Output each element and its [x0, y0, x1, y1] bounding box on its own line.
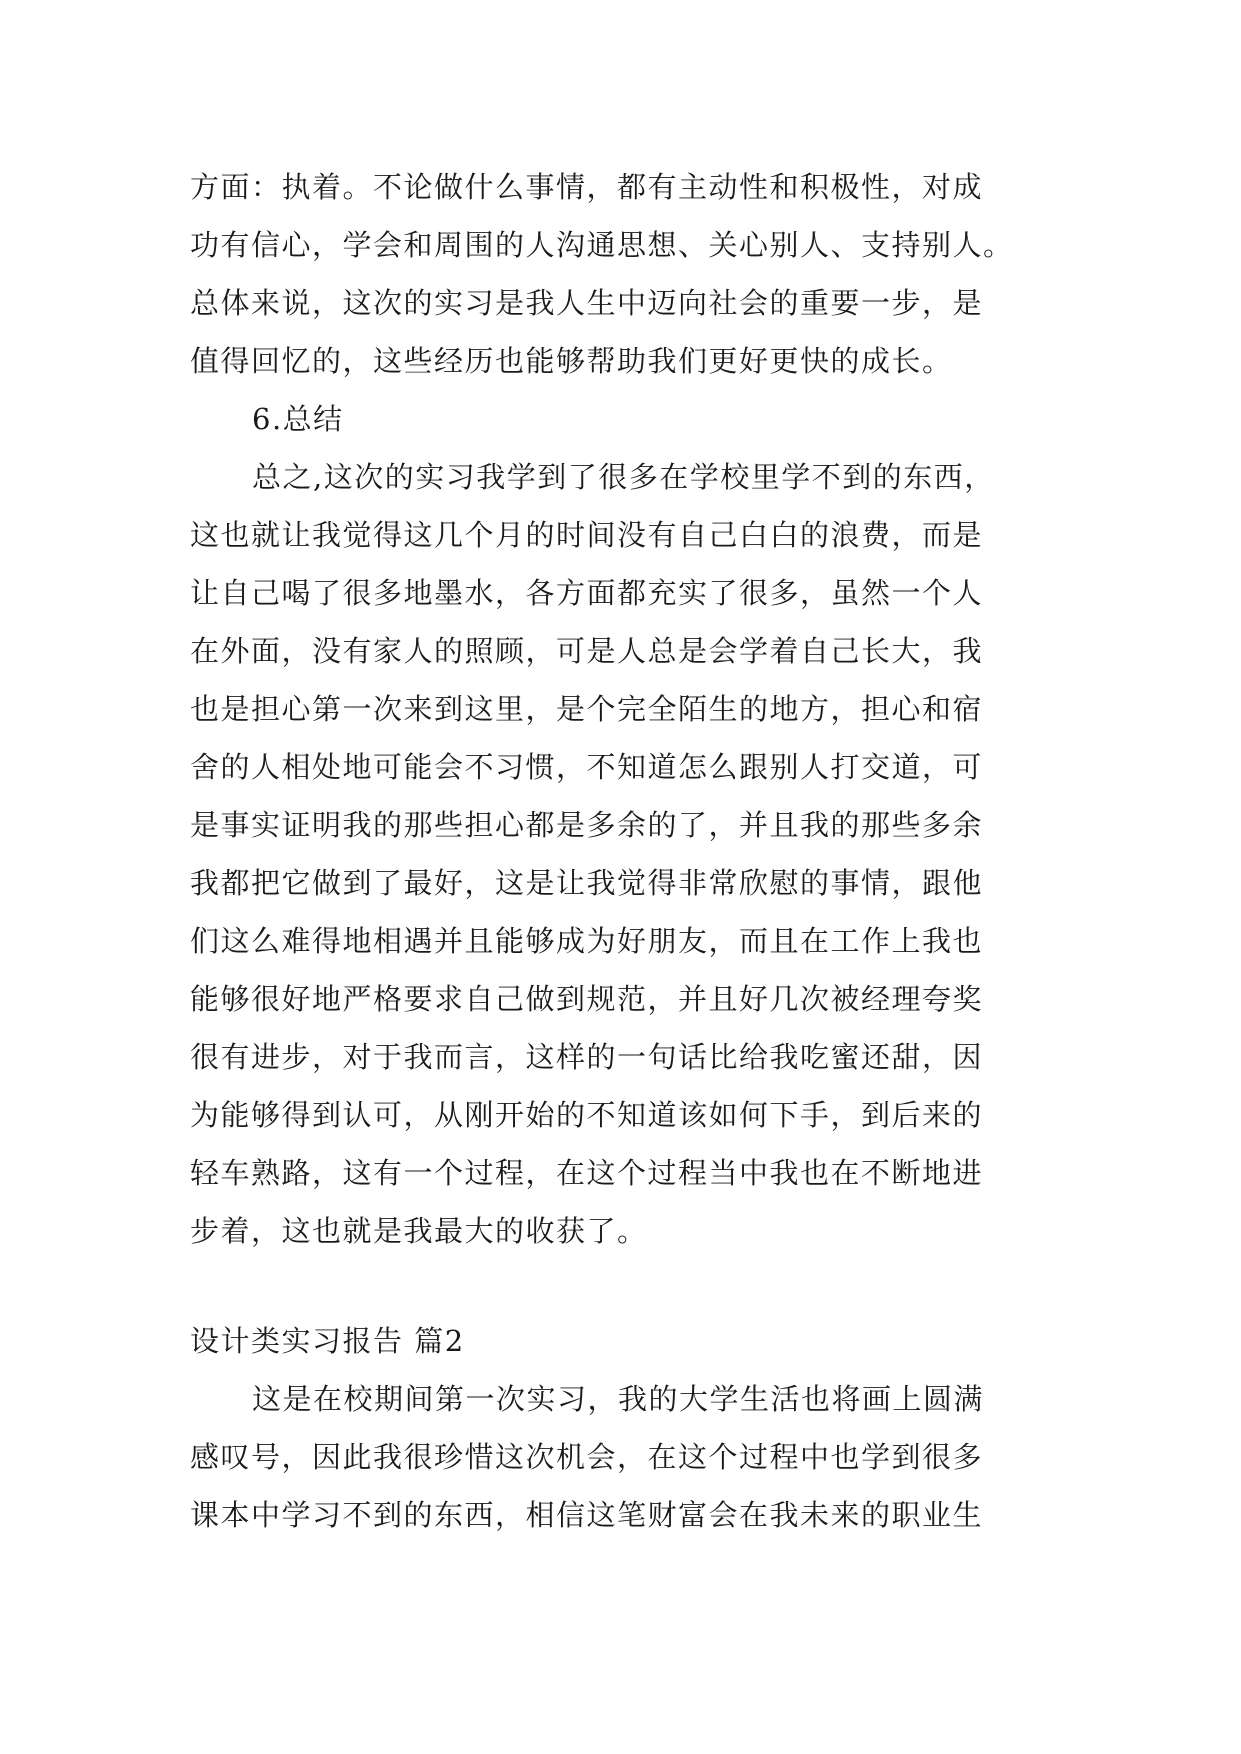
paragraph-line: 方面：执着。不论做什么事情，都有主动性和积极性，对成 [190, 170, 984, 204]
paragraph-line: 课本中学习不到的东西，相信这笔财富会在我未来的职业生 [190, 1498, 984, 1532]
paragraph-line: 总之,这次的实习我学到了很多在学校里学不到的东西， [252, 460, 995, 494]
paragraph-line: 在外面，没有家人的照顾，可是人总是会学着自己长大，我 [190, 634, 984, 668]
paragraph-line: 让自己喝了很多地墨水，各方面都充实了很多，虽然一个人 [190, 576, 984, 610]
paragraph-line: 是事实证明我的那些担心都是多余的了，并且我的那些多余 [190, 808, 984, 842]
paragraph-line: 感叹号，因此我很珍惜这次机会，在这个过程中也学到很多 [190, 1440, 984, 1474]
paragraph-line: 也是担心第一次来到这里，是个完全陌生的地方，担心和宿 [190, 692, 984, 726]
document-body [190, 158, 1050, 1544]
paragraph-line: 我都把它做到了最好，这是让我觉得非常欣慰的事情，跟他 [190, 866, 984, 900]
paragraph-line: 很有进步，对于我而言，这样的一句话比给我吃蜜还甜，因 [190, 1040, 984, 1074]
paragraph-line: 这是在校期间第一次实习，我的大学生活也将画上圆满 [252, 1382, 985, 1416]
paragraph-line: 值得回忆的，这些经历也能够帮助我们更好更快的成长。 [190, 344, 953, 378]
paragraph-line: 步着，这也就是我最大的收获了。 [190, 1214, 648, 1248]
section-subheading: 6.总结 [252, 402, 344, 436]
paragraph-line: 能够很好地严格要求自己做到规范，并且好几次被经理夸奖 [190, 982, 984, 1016]
paragraph-line: 总体来说，这次的实习是我人生中迈向社会的重要一步，是 [190, 286, 984, 320]
paragraph-line: 为能够得到认可，从刚开始的不知道该如何下手，到后来的 [190, 1098, 984, 1132]
paragraph-line: 舍的人相处地可能会不习惯，不知道怎么跟别人打交道，可 [190, 750, 984, 784]
paragraph-line: 功有信心，学会和周围的人沟通思想、关心别人、支持别人。 [190, 228, 1014, 262]
section-title: 设计类实习报告 篇2 [190, 1324, 465, 1358]
paragraph-line: 们这么难得地相遇并且能够成为好朋友，而且在工作上我也 [190, 924, 984, 958]
section-gap [190, 1260, 1050, 1312]
paragraph-line: 轻车熟路，这有一个过程，在这个过程当中我也在不断地进 [190, 1156, 984, 1190]
paragraph-line: 这也就让我觉得这几个月的时间没有自己白白的浪费，而是 [190, 518, 984, 552]
